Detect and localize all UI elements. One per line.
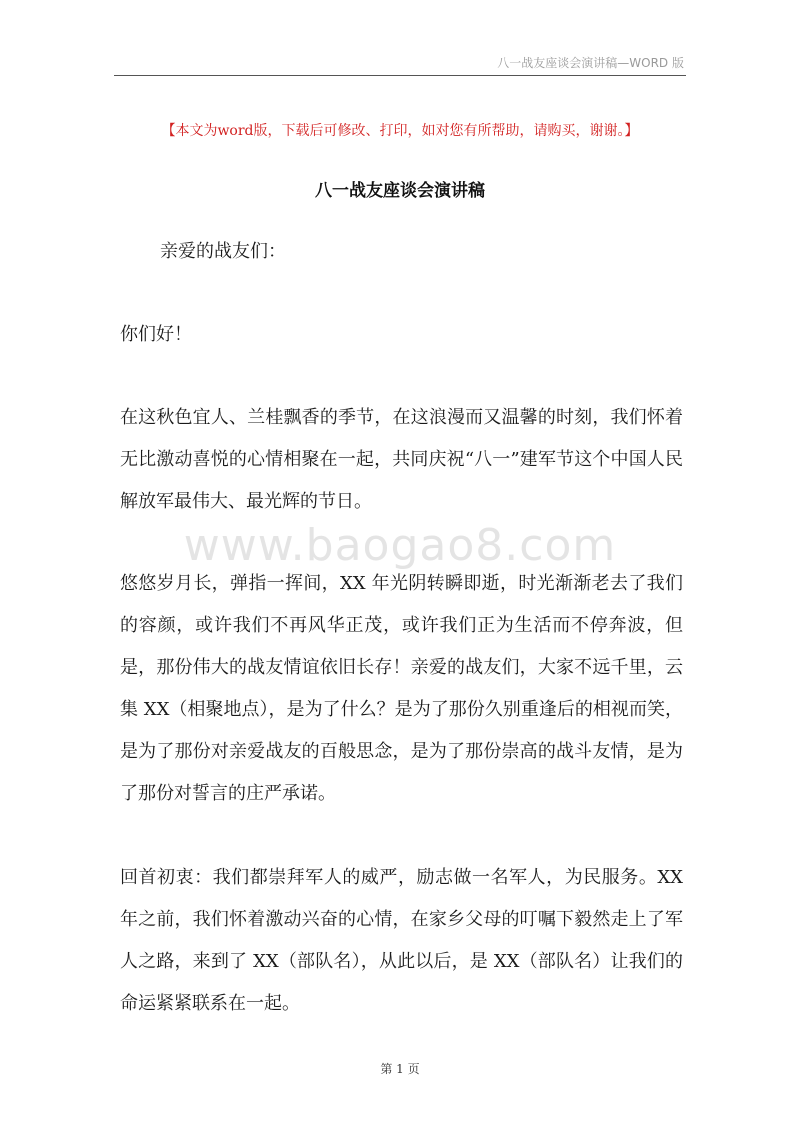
purchase-notice: 【本文为word版，下载后可修改、打印，如对您有所帮助，请购买，谢谢。】 (161, 123, 639, 139)
greeting: 你们好！ (120, 324, 192, 345)
paragraph: 悠悠岁月长，弹指一挥间，XX 年光阴转瞬即逝，时光渐渐老去了我们的容颜，或许我们不再风华正茂，或许我们正为生活而不停奔波，但是，那份伟大的战友情谊依旧长存！亲爱的战友们，大家不远千里，云集 XX（相聚地点），是为了什么？是为了那份久别重逢后的相视而笑，是为了那份对亲爱战友的百般思念，是为了那份崇高的战斗友情，是为了那份对誓言的庄严承诺。 (120, 573, 683, 804)
watermark: www.baogao8.com (183, 520, 617, 571)
page-number: 第 1 页 (380, 1062, 420, 1076)
document-title: 八一战友座谈会演讲稿 (315, 181, 485, 201)
paragraph: 回首初衷：我们都崇拜军人的威严，励志做一名军人，为民服务。XX 年之前，我们怀着激动兴奋的心情，在家乡父母的叮嘱下毅然走上了军人之路，来到了 XX（部队名），从此以后，是 XX（部队名）让我们的命运紧紧联系在一起。 (120, 867, 683, 1014)
running-header: 八一战友座谈会演讲稿—WORD 版 (497, 56, 684, 70)
paragraph: 在这秋色宜人、兰桂飘香的季节，在这浪漫而又温馨的时刻，我们怀着无比激动喜悦的心情相聚在一起，共同庆祝“八一”建军节这个中国人民解放军最伟大、最光辉的节日。 (120, 407, 683, 512)
salutation: 亲爱的战友们： (160, 241, 286, 262)
header-divider (114, 75, 686, 76)
